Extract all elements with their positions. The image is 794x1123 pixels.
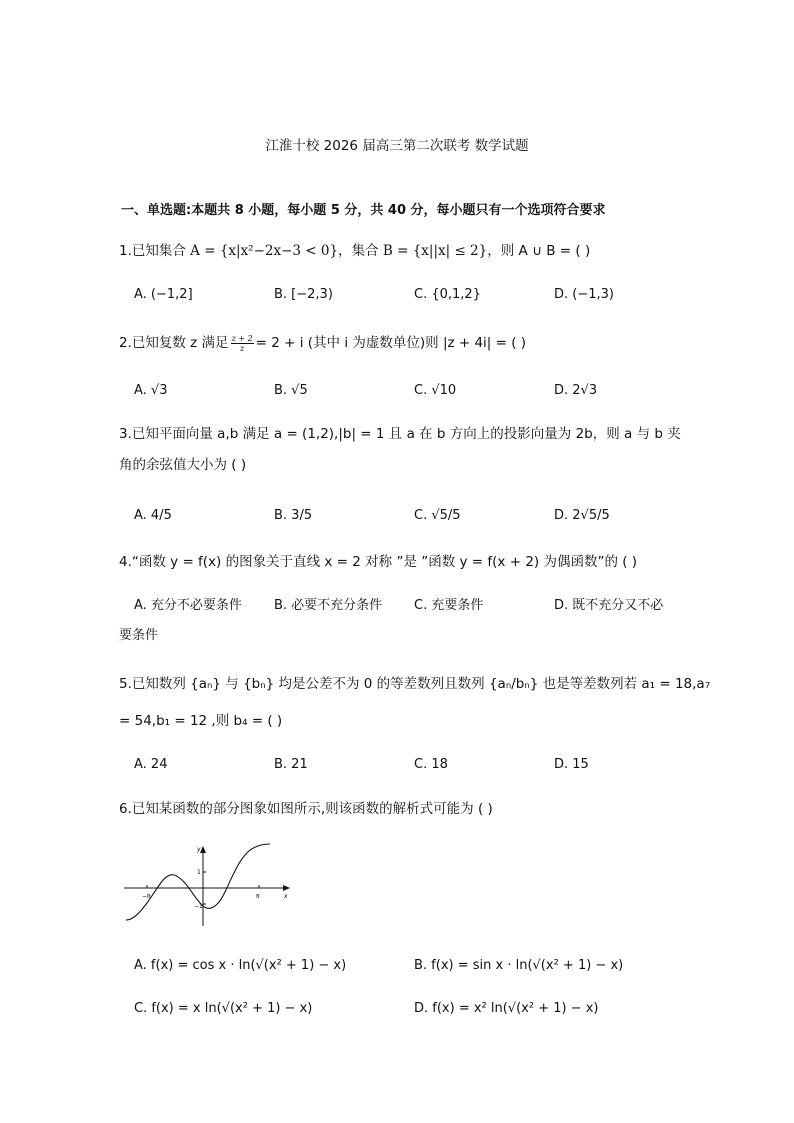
q4-option-c[interactable]: C. 充要条件 <box>414 598 484 613</box>
question-5-line-2: = 54,b₁ = 12 ,则 b₄ = ( ) <box>119 713 283 729</box>
q2-option-a[interactable]: A. √3 <box>134 383 168 398</box>
q1-stem-mid: ，集合 <box>338 243 383 259</box>
q6-option-b[interactable]: B. f(x) = sin x · ln(√(x² + 1) − x) <box>414 958 624 973</box>
q5-option-a[interactable]: A. 24 <box>134 757 168 772</box>
question-1-stem <box>119 241 590 261</box>
label-neg-pi: −π <box>142 893 151 900</box>
q4-option-d[interactable]: D. 既不充分又不必 <box>554 598 664 613</box>
q2-stem-post: = 2 + i (其中 i 为虚数单位)则 |z + 4i| = ( ) <box>255 335 527 351</box>
q1-option-c[interactable]: C. {0,1,2} <box>414 287 481 302</box>
q1-option-b[interactable]: B. [−2,3) <box>274 287 333 302</box>
q4-option-d-continued: 要条件 <box>119 628 159 643</box>
question-6-stem: 6.已知某函数的部分图象如图所示,则该函数的解析式可能为 ( ) <box>119 801 493 817</box>
q1-option-a[interactable]: A. (−1,2] <box>134 287 193 302</box>
q2-stem-pre: 2.已知复数 z 满足 <box>119 335 229 351</box>
question-4-stem: 4.“函数 y = f(x) 的图象关于直线 x = 2 对称 ”是 ”函数 y = f(x + 2) 为偶函数”的 ( ) <box>119 554 638 570</box>
q2-option-c[interactable]: C. √10 <box>414 383 457 398</box>
label-y-1: 1 <box>197 869 201 876</box>
q2-fraction <box>231 334 254 353</box>
q1-stem-pre: 1.已知集合 <box>119 243 191 259</box>
q3-option-b[interactable]: B. 3/5 <box>274 508 313 523</box>
q6-option-a[interactable]: A. f(x) = cos x · ln(√(x² + 1) − x) <box>134 958 347 973</box>
q1-set-a: A = {x|x²−2x−3 < 0} <box>190 243 339 259</box>
q3-option-d[interactable]: D. 2√5/5 <box>554 508 610 523</box>
q1-stem-post: ，则 A ∪ B = ( ) <box>487 243 591 259</box>
question-2-stem <box>119 333 526 353</box>
q3-option-a[interactable]: A. 4/5 <box>134 508 172 523</box>
q2-option-b[interactable]: B. √5 <box>274 383 308 398</box>
question-3-line-1: 3.已知平面向量 a,b 满足 a = (1,2),|b| = 1 且 a 在 b 方向上的投影向量为 2b，则 a 与 b 夹 <box>119 426 681 442</box>
q5-option-c[interactable]: C. 18 <box>414 757 448 772</box>
label-y: y <box>197 846 201 853</box>
y-axis-arrow-icon <box>200 846 206 853</box>
label-pi: π <box>256 893 260 900</box>
question-5-line-1: 5.已知数列 {aₙ} 与 {bₙ} 均是公差不为 0 的等差数列且数列 {aₙ/bₙ} 也是等差数列若 a₁ = 18,a₇ <box>119 676 711 692</box>
q6-option-d[interactable]: D. f(x) = x² ln(√(x² + 1) − x) <box>414 1001 599 1016</box>
page-title: 江淮十校 2026 届高三第二次联考 数学试题 <box>265 138 529 154</box>
q6-option-c[interactable]: C. f(x) = x ln(√(x² + 1) − x) <box>134 1001 313 1016</box>
section-heading: 一、单选题:本题共 8 小题，每小题 5 分，共 40 分，每小题只有一个选项符合要求 <box>121 203 606 218</box>
q2-fraction-denominator: z <box>240 343 245 353</box>
q4-option-b[interactable]: B. 必要不充分条件 <box>274 598 383 613</box>
q4-option-a[interactable]: A. 充分不必要条件 <box>134 598 242 613</box>
label-x: x <box>284 893 288 900</box>
q3-option-c[interactable]: C. √5/5 <box>414 508 461 523</box>
label-y-neg-1: −1 <box>194 903 203 910</box>
q1-set-b: B = {x||x| ≤ 2} <box>382 243 488 259</box>
q2-option-d[interactable]: D. 2√3 <box>554 383 598 398</box>
x-axis-arrow-icon <box>283 885 290 891</box>
q5-option-d[interactable]: D. 15 <box>554 757 589 772</box>
question-3-line-2: 角的余弦值大小为 ( ) <box>119 457 247 473</box>
q2-fraction-numerator: z + 2 <box>231 333 253 343</box>
q1-option-d[interactable]: D. (−1,3) <box>554 287 614 302</box>
q5-option-b[interactable]: B. 21 <box>274 757 308 772</box>
function-graph <box>120 842 300 928</box>
